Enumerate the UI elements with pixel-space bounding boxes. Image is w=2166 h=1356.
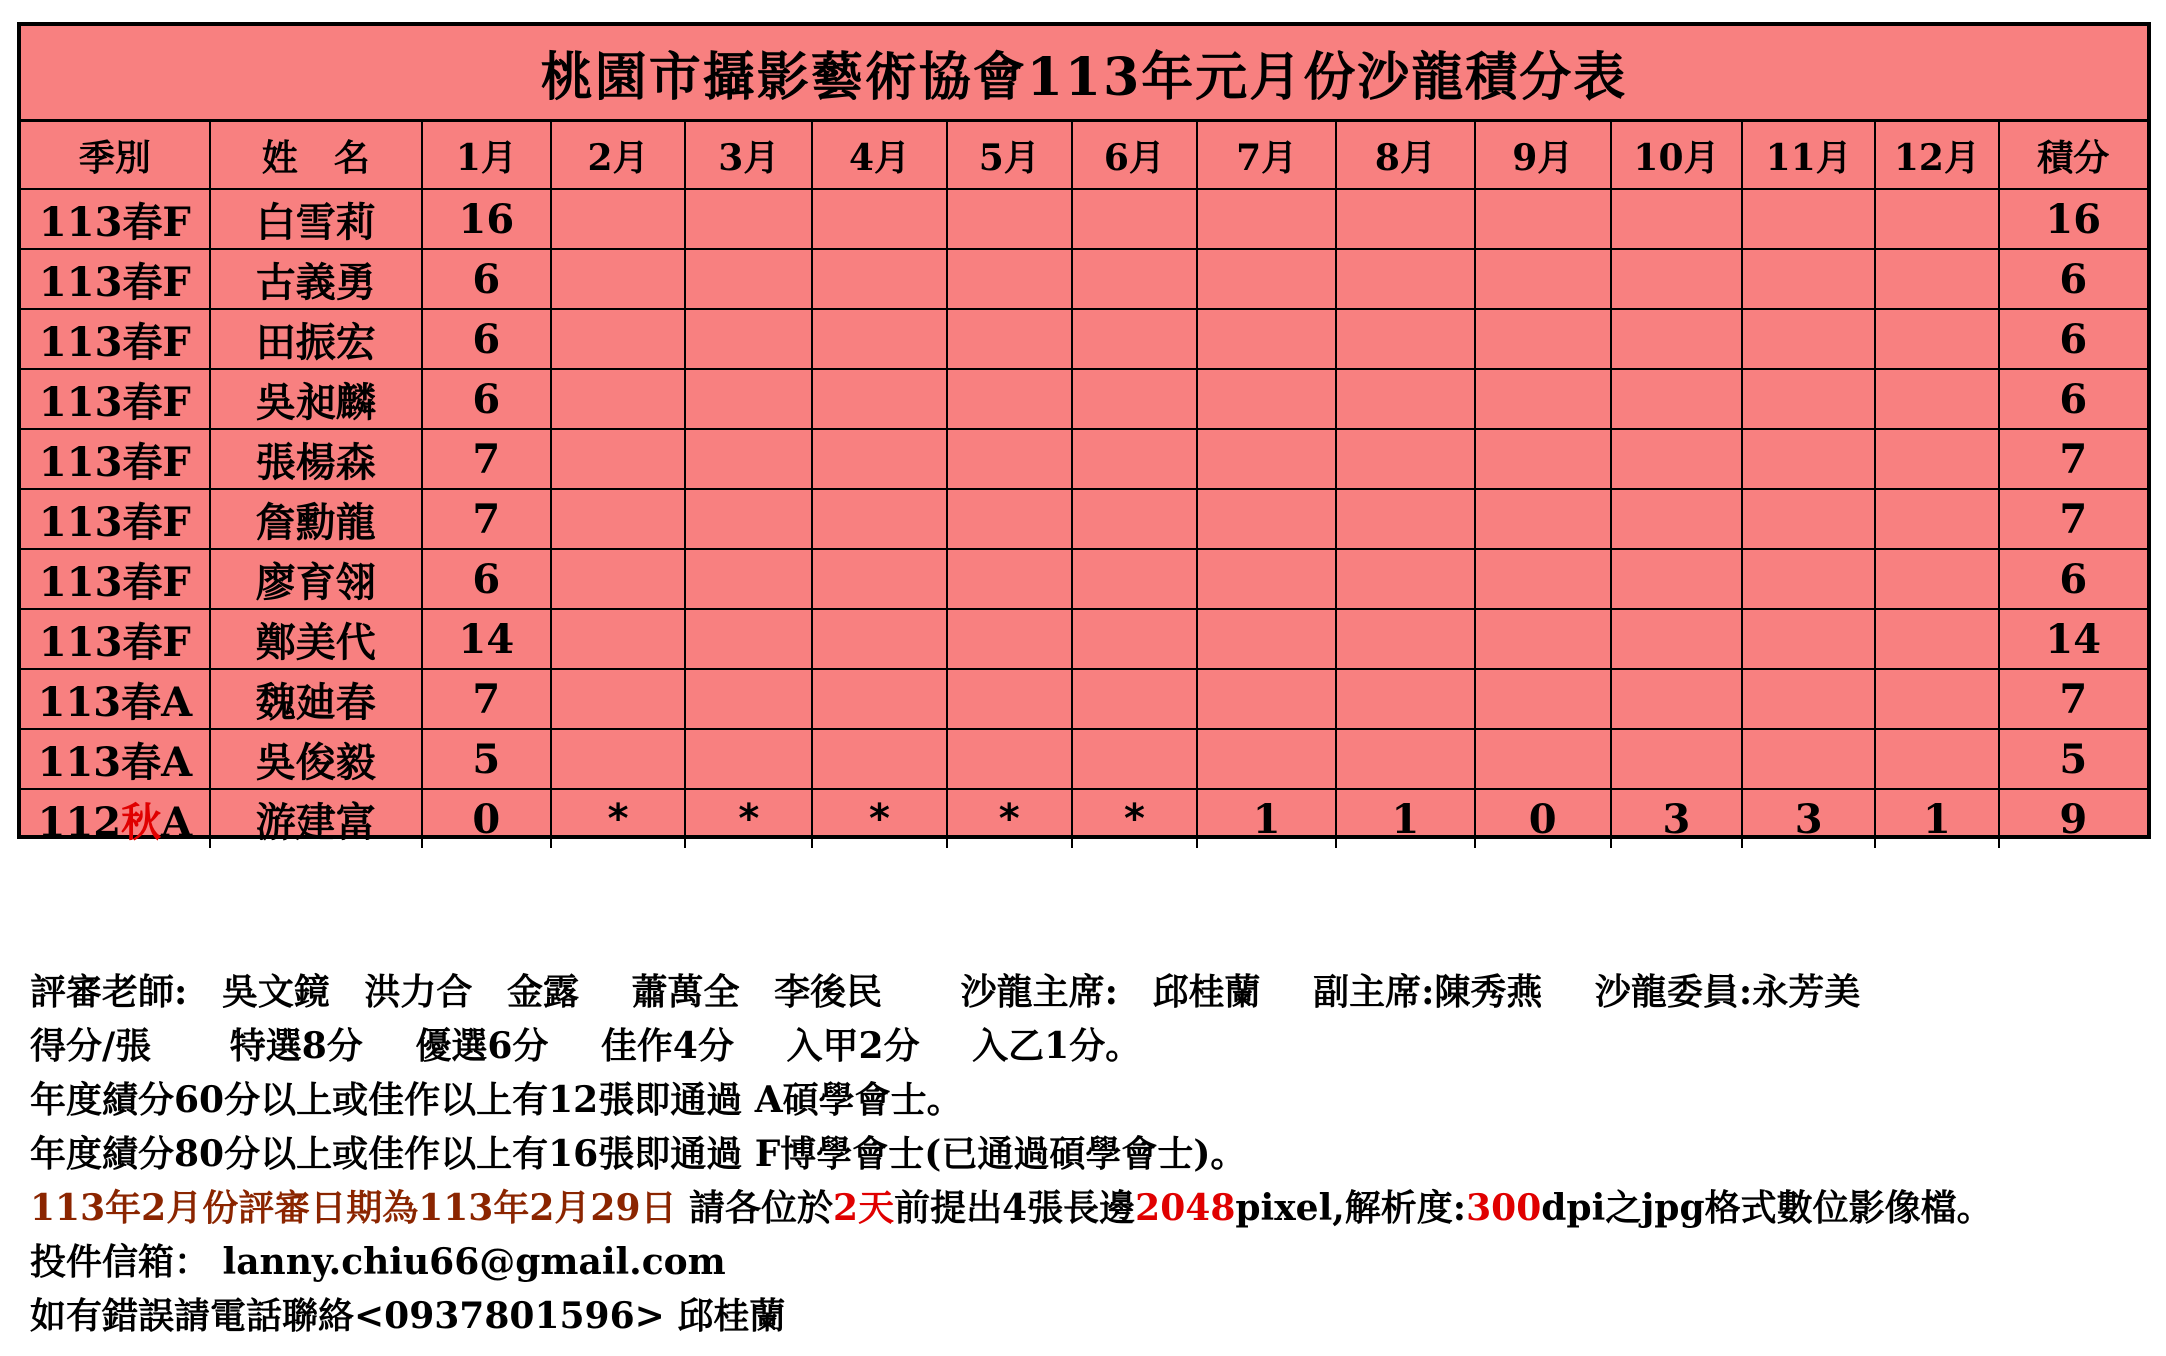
month-score: *	[1072, 789, 1197, 848]
month-score: 5	[422, 729, 551, 789]
month-score: 16	[422, 189, 551, 249]
judge-name: 蕭萬全	[631, 971, 740, 1013]
chair-name: 邱桂蘭	[1152, 971, 1261, 1013]
total-score: 9	[1999, 789, 2148, 848]
notes-section	[30, 965, 2140, 1343]
member-name: 張楊森	[210, 429, 422, 489]
month-score	[947, 429, 1072, 489]
judge-name: 吳文鏡	[221, 971, 330, 1013]
score-sheet	[17, 22, 2151, 846]
month-score: 6	[422, 249, 551, 309]
month-score	[1197, 429, 1336, 489]
column-header: 3月	[685, 122, 812, 189]
season-year: 112	[37, 798, 122, 846]
month-score: *	[685, 789, 812, 848]
month-score	[1875, 669, 1998, 729]
month-score	[685, 729, 812, 789]
month-score	[947, 249, 1072, 309]
month-score	[947, 729, 1072, 789]
month-score	[1875, 609, 1998, 669]
season-cell: 113春A	[21, 669, 210, 729]
month-score	[1475, 429, 1611, 489]
month-score	[551, 669, 685, 729]
score-item: 入乙1分。	[972, 1025, 1142, 1067]
month-score: 3	[1611, 789, 1742, 848]
score-item: 特選8分	[229, 1025, 363, 1067]
month-score: 0	[1475, 789, 1611, 848]
total-score: 16	[1999, 189, 2148, 249]
month-score: *	[812, 789, 946, 848]
month-score	[1197, 489, 1336, 549]
judge-name: 李後民	[774, 971, 883, 1013]
month-score: 0	[422, 789, 551, 848]
column-header: 8月	[1336, 122, 1474, 189]
season-cell: 113春F	[21, 609, 210, 669]
season-cell: 113春A	[21, 729, 210, 789]
score-item: 入甲2分	[786, 1025, 920, 1067]
month-score	[1742, 429, 1875, 489]
month-score	[551, 729, 685, 789]
month-score	[685, 669, 812, 729]
month-score	[1336, 669, 1474, 729]
fellow-rule-line: 年度績分80分以上或佳作以上有16張即通過 F博學會士(已通過碩學會士)。	[30, 1133, 1247, 1175]
month-score	[1336, 489, 1474, 549]
month-score: 14	[422, 609, 551, 669]
total-score: 6	[1999, 549, 2148, 609]
table-row	[21, 669, 2147, 729]
month-score	[1197, 609, 1336, 669]
month-score	[551, 429, 685, 489]
month-score	[1611, 609, 1742, 669]
season-highlight: 秋	[121, 798, 162, 846]
column-header: 6月	[1072, 122, 1197, 189]
committee: 沙龍委員:永芳美	[1594, 971, 1861, 1013]
month-score	[1611, 369, 1742, 429]
month-score	[551, 189, 685, 249]
month-score	[1475, 189, 1611, 249]
month-score	[1197, 309, 1336, 369]
month-score	[812, 729, 946, 789]
month-score	[1875, 729, 1998, 789]
month-score	[1875, 189, 1998, 249]
column-header: 9月	[1475, 122, 1611, 189]
month-score	[1742, 369, 1875, 429]
total-score: 6	[1999, 309, 2148, 369]
table-row	[21, 189, 2147, 249]
month-score	[1742, 309, 1875, 369]
month-score	[1611, 429, 1742, 489]
month-score	[1072, 609, 1197, 669]
month-score	[812, 369, 946, 429]
month-score	[1875, 369, 1998, 429]
deadline-days: 2天	[833, 1187, 895, 1229]
month-score	[1072, 729, 1197, 789]
table-row	[21, 309, 2147, 369]
judges-line	[30, 965, 2140, 1019]
dpi-value: 300	[1466, 1187, 1542, 1229]
month-score	[1072, 309, 1197, 369]
contact-line: 如有錯誤請電話聯絡<0937801596> 邱桂蘭	[30, 1295, 786, 1337]
total-score: 7	[1999, 489, 2148, 549]
month-score	[1742, 189, 1875, 249]
member-name: 游建富	[210, 789, 422, 848]
month-score	[685, 609, 812, 669]
month-score	[947, 309, 1072, 369]
score-table	[21, 122, 2147, 848]
score-rules-line	[30, 1019, 2140, 1073]
month-score: 1	[1336, 789, 1474, 848]
month-score	[1072, 489, 1197, 549]
column-header: 1月	[422, 122, 551, 189]
sheet-title: 桃園市攝影藝術協會113年元月份沙龍積分表	[21, 26, 2147, 122]
email-line: 投件信箱： lanny.chiu66@gmail.com	[30, 1241, 726, 1283]
month-score	[1475, 609, 1611, 669]
month-score	[551, 549, 685, 609]
submission-text: 前提出4張長邊	[894, 1187, 1136, 1229]
month-score	[1336, 369, 1474, 429]
total-score: 6	[1999, 249, 2148, 309]
column-header: 5月	[947, 122, 1072, 189]
month-score	[1336, 309, 1474, 369]
month-score	[947, 489, 1072, 549]
submission-text: dpi之jpg格式數位影像檔。	[1541, 1187, 1993, 1229]
month-score: 7	[422, 429, 551, 489]
judge-name: 洪力合	[364, 971, 473, 1013]
season-cell: 113春F	[21, 309, 210, 369]
month-score	[685, 309, 812, 369]
season-cell: 113春F	[21, 489, 210, 549]
pixel-size: 2048	[1135, 1187, 1236, 1229]
month-score	[947, 669, 1072, 729]
month-score	[685, 549, 812, 609]
month-score	[1475, 369, 1611, 429]
season-class: A	[161, 798, 193, 846]
judges-label: 評審老師:	[30, 971, 188, 1013]
judging-date: 113年2月份評審日期為113年2月29日	[30, 1187, 677, 1229]
submission-line	[30, 1181, 2140, 1235]
month-score: 3	[1742, 789, 1875, 848]
submission-text: pixel,解析度:	[1235, 1187, 1467, 1229]
chair-label: 沙龍主席:	[960, 971, 1118, 1013]
month-score	[1742, 249, 1875, 309]
month-score	[1336, 729, 1474, 789]
member-name: 吳昶麟	[210, 369, 422, 429]
total-score: 5	[1999, 729, 2148, 789]
month-score	[551, 249, 685, 309]
header-row	[21, 122, 2147, 189]
season-cell: 113春F	[21, 249, 210, 309]
month-score	[551, 309, 685, 369]
total-score: 6	[1999, 369, 2148, 429]
column-header: 季別	[21, 122, 210, 189]
month-score	[1742, 729, 1875, 789]
table-row	[21, 549, 2147, 609]
month-score	[1475, 309, 1611, 369]
month-score	[1475, 489, 1611, 549]
month-score	[1875, 549, 1998, 609]
month-score	[1072, 369, 1197, 429]
month-score	[1197, 549, 1336, 609]
member-name: 古義勇	[210, 249, 422, 309]
table-body	[21, 189, 2147, 848]
month-score	[1611, 489, 1742, 549]
month-score	[1072, 549, 1197, 609]
month-score	[1742, 489, 1875, 549]
month-score	[812, 669, 946, 729]
month-score	[1611, 249, 1742, 309]
season-cell	[21, 789, 210, 848]
season-cell: 113春F	[21, 189, 210, 249]
month-score	[685, 249, 812, 309]
month-score	[1197, 729, 1336, 789]
month-score	[1197, 189, 1336, 249]
month-score	[1742, 669, 1875, 729]
month-score	[1611, 729, 1742, 789]
month-score	[812, 549, 946, 609]
month-score	[1611, 189, 1742, 249]
month-score	[551, 369, 685, 429]
table-row	[21, 489, 2147, 549]
column-header: 11月	[1742, 122, 1875, 189]
month-score	[812, 609, 946, 669]
member-name: 田振宏	[210, 309, 422, 369]
season-cell: 113春F	[21, 429, 210, 489]
column-header: 7月	[1197, 122, 1336, 189]
month-score	[1875, 309, 1998, 369]
month-score	[1611, 549, 1742, 609]
column-header: 10月	[1611, 122, 1742, 189]
month-score	[1072, 429, 1197, 489]
month-score	[551, 609, 685, 669]
month-score: 6	[422, 549, 551, 609]
month-score	[1336, 249, 1474, 309]
master-rule-line: 年度績分60分以上或佳作以上有12張即通過 A碩學會士。	[30, 1079, 963, 1121]
month-score	[1475, 729, 1611, 789]
month-score	[1611, 309, 1742, 369]
month-score	[551, 489, 685, 549]
month-score	[1742, 549, 1875, 609]
month-score	[1336, 429, 1474, 489]
month-score	[685, 429, 812, 489]
month-score	[1611, 669, 1742, 729]
table-row	[21, 609, 2147, 669]
month-score	[812, 489, 946, 549]
member-name: 魏廸春	[210, 669, 422, 729]
month-score	[1072, 669, 1197, 729]
month-score: 7	[422, 489, 551, 549]
month-score	[1742, 609, 1875, 669]
month-score	[812, 429, 946, 489]
member-name: 廖育翎	[210, 549, 422, 609]
month-score	[1197, 669, 1336, 729]
column-header: 姓 名	[210, 122, 422, 189]
month-score	[947, 549, 1072, 609]
month-score	[1197, 249, 1336, 309]
judge-name: 金露	[506, 971, 579, 1013]
score-label: 得分/張	[30, 1025, 152, 1067]
season-cell: 113春F	[21, 369, 210, 429]
month-score: 7	[422, 669, 551, 729]
month-score	[947, 609, 1072, 669]
month-score	[1875, 249, 1998, 309]
month-score: 1	[1875, 789, 1998, 848]
column-header: 12月	[1875, 122, 1998, 189]
month-score	[812, 189, 946, 249]
table-row	[21, 369, 2147, 429]
month-score	[685, 489, 812, 549]
table-row	[21, 249, 2147, 309]
submission-text: 請各位於	[676, 1187, 834, 1229]
month-score: *	[551, 789, 685, 848]
month-score	[685, 369, 812, 429]
month-score: 6	[422, 309, 551, 369]
month-score: 6	[422, 369, 551, 429]
month-score	[1475, 249, 1611, 309]
column-header: 2月	[551, 122, 685, 189]
month-score	[1475, 669, 1611, 729]
month-score	[1336, 609, 1474, 669]
month-score	[685, 189, 812, 249]
month-score: 1	[1197, 789, 1336, 848]
month-score	[947, 369, 1072, 429]
month-score	[812, 309, 946, 369]
month-score	[1336, 549, 1474, 609]
column-header: 積分	[1999, 122, 2148, 189]
month-score	[1875, 489, 1998, 549]
total-score: 14	[1999, 609, 2148, 669]
member-name: 白雪莉	[210, 189, 422, 249]
table-row	[21, 789, 2147, 848]
member-name: 鄭美代	[210, 609, 422, 669]
total-score: 7	[1999, 429, 2148, 489]
member-name: 詹勳龍	[210, 489, 422, 549]
season-cell: 113春F	[21, 549, 210, 609]
score-item: 優選6分	[415, 1025, 549, 1067]
score-item: 佳作4分	[600, 1025, 734, 1067]
month-score	[1336, 189, 1474, 249]
month-score	[947, 189, 1072, 249]
column-header: 4月	[812, 122, 946, 189]
month-score	[1072, 189, 1197, 249]
vice-chair: 副主席:陳秀燕	[1313, 971, 1543, 1013]
total-score: 7	[1999, 669, 2148, 729]
month-score	[1072, 249, 1197, 309]
month-score	[1197, 369, 1336, 429]
month-score: *	[947, 789, 1072, 848]
month-score	[1475, 549, 1611, 609]
table-row	[21, 429, 2147, 489]
member-name: 吳俊毅	[210, 729, 422, 789]
table-row	[21, 729, 2147, 789]
month-score	[1875, 429, 1998, 489]
month-score	[812, 249, 946, 309]
